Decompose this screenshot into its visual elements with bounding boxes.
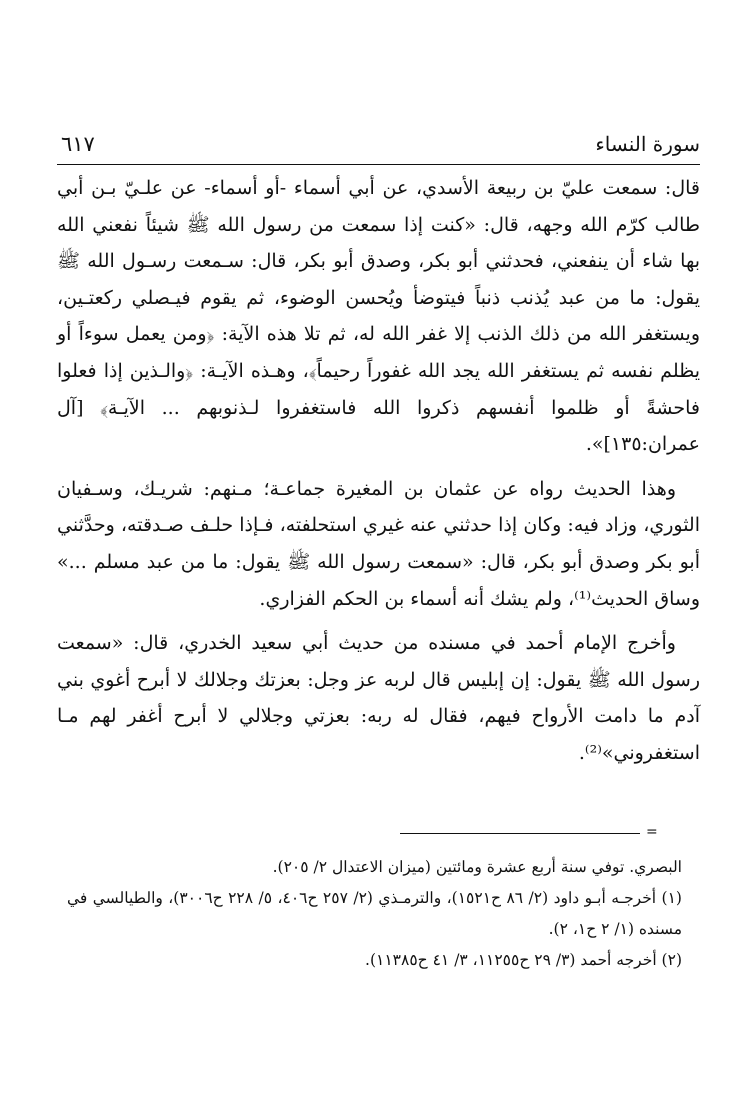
footnote-continuation-mark: = <box>646 824 658 840</box>
paragraph: وهذا الحديث رواه عن عثمان بن المغيرة جماعـة؛ مـنهم: شريـك، وسـفيان الثوري، وزاد فيه: وكان إذا حدثني عنه غيري استحلفته، فـإذا حلـف صـدقته، وحدَّثني أبو بكر وصدق أبو بكر، قال: «سمعت رسول الله ﷺ يقول: ما من عبد مسلم ...» وساق الحديث⁽¹⁾، ولم يشك أنه أسماء بن الحكم الفزاري. <box>57 477 700 610</box>
running-header <box>57 126 700 160</box>
footnote-rule <box>400 833 640 834</box>
paragraph: قال: سمعت عليّ بن ربيعة الأسدي، عن أبي أسماء -أو أسماء- عن علـيّ بـن أبي طالب كرّم الله وجهه، قال: «كنت إذا سمعت من رسول الله ﷺ شيئاً نفعني الله بها شاء أن ينفعني، فحدثني أبو بكر، وصدق أبو بكر، قال: سـمعت رسـول الله ﷺ يقول: ما من عبد يُذنب ذنباً فيتوضأ ويُحسن الوضوء، ثم يقوم فيـصلي ركعتـين، ويستغفر الله من ذلك الذنب إلا غفر الله له، ثم تلا هذه الآية: ﴿ومن يعمل سوءاً أو يظلم نفسه ثم يستغفر الله يجد الله غفوراً رحيماً﴾، وهـذه الآيـة: ﴿والـذين إذا فعلوا فاحشةً أو ظلموا أنفسهم ذكروا الله فاستغفروا لـذنوبهم ... الآيـة﴾ [آل عمران:١٣٥]». <box>57 177 700 456</box>
paragraph: وأخرج الإمام أحمد في مسنده من حديث أبي سعيد الخدري، قال: «سمعت رسول الله ﷺ يقول: إن إبليس قال لربه عز وجل: بعزتك وجلالك لا أبرح أغوي بني آدم ما دامت الأرواح فيهم، فقال له ربه: بعزتي وجلالي لا أبرح أغفر لهم مـا استغفروني»⁽²⁾. <box>57 632 700 764</box>
footnote-line: (١) أخرجـه أبـو داود (٢/ ٨٦ ح١٥٢١)، والترمـذي (٢/ ٢٥٧ ح٤٠٦، ٥/ ٢٢٨ ح٣٠٠٦)، والطيالسي في مسنده (١/ ٢ ح١، ٢). <box>67 889 682 938</box>
main-text <box>57 170 700 772</box>
footnotes <box>67 852 682 976</box>
header-rule <box>57 164 700 165</box>
surah-title: سورة النساء <box>595 132 700 156</box>
footnote-line: (٢) أخرجه أحمد (٣/ ٢٩ ح١١٢٥٥، ٣/ ٤١ ح١١٣٨٥). <box>365 951 682 969</box>
page-number: ٦١٧ <box>61 132 95 156</box>
footnote-line: البصري. توفي سنة أربع عشرة ومائتين (ميزان الاعتدال ٢/ ٢٠٥). <box>272 858 682 876</box>
